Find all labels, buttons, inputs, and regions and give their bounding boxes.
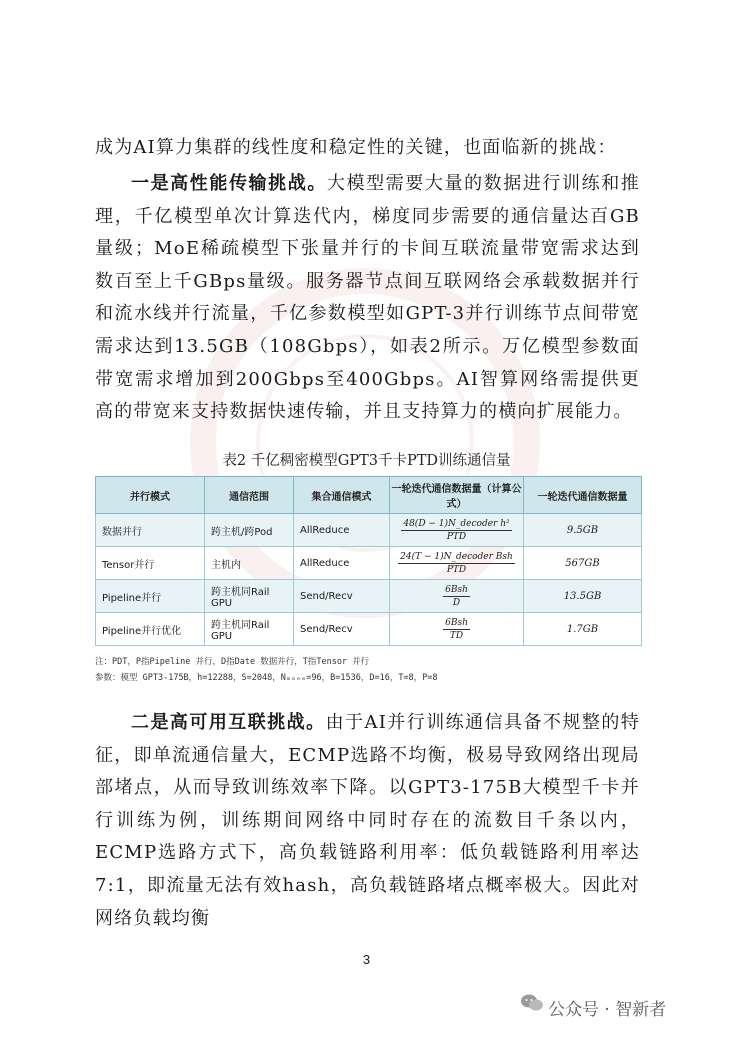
formula-numerator: 6Bsh	[445, 584, 468, 595]
cell-mode: Pipeline并行	[96, 580, 205, 613]
cell-formula	[390, 613, 524, 646]
cell-value: 1.7GB	[524, 613, 642, 646]
page-number: 3	[362, 952, 371, 967]
formula-denominator: D	[452, 597, 461, 608]
table-row	[96, 580, 642, 613]
text-line-0: 成为AI算力集群的线性度和稳定性的关键，也面临新的挑战：	[95, 137, 617, 158]
cell-op: AllReduce	[294, 514, 390, 547]
formula-numerator: 6Bsh	[445, 617, 468, 628]
cell-formula	[390, 547, 524, 580]
cell-value: 567GB	[524, 547, 642, 580]
paragraph-high-performance	[95, 168, 640, 429]
table-header: 通信范围	[205, 477, 294, 514]
table-header: 一轮迭代通信数据量	[524, 477, 642, 514]
cell-op: Send/Recv	[294, 580, 390, 613]
formula-denominator: TD	[449, 630, 464, 641]
cell-scope: 主机内	[205, 547, 294, 580]
cell-mode: 数据并行	[96, 514, 205, 547]
traffic-table	[95, 476, 642, 646]
table-caption: 表2 千亿稠密模型GPT3千卡PTD训练通信量	[222, 453, 511, 469]
table-note: 注：PDT，P指Pipeline 并行，D指Date 数据并行，T指Tensor 并行	[95, 657, 370, 667]
table-row	[96, 547, 642, 580]
formula-denominator: PTD	[446, 564, 467, 575]
table-header: 并行模式	[96, 477, 205, 514]
table-header: 一轮迭代通信数据量（计算公式）	[390, 477, 524, 514]
cell-value: 9.5GB	[524, 514, 642, 547]
table-params: 参数：模型 GPT3-175B，h=12288，S=2048，Nₘₒₑₑ=96，B=1536，D=16，T=8，P=8	[95, 673, 438, 683]
formula-numerator: 24(T − 1)N_decoder Bsh	[400, 551, 513, 562]
brand-label: 公众号 · 智新者	[548, 1000, 667, 1020]
table-row	[96, 613, 642, 646]
paragraph-heading: 二是高可用互联挑战。	[131, 712, 326, 733]
table-header: 集合通信模式	[294, 477, 390, 514]
cell-scope: 跨主机/跨Pod	[205, 514, 294, 547]
formula-numerator: 48(D − 1)N_decoder h²	[403, 518, 510, 529]
paragraph-text: 大模型需要大量的数据进行训练和推理，千亿模型单次计算迭代内，梯度同步需要的通信量达百GB量级；MoE稀疏模型下张量并行的卡间互联流量带宽需求达到数百至上千GBps量级。服务器节点间互联网络会承载数据并行和流水线并行流量，千亿参数模型如GPT-3并行训练节点间带宽需求达到13.5GB（108Gbps），如表2所示。万亿模型参数面带宽需求增加到200Gbps至400Gbps。AI智算网络需提供更高的带宽来支持数据快速传输，并且支持算力的横向扩展能力。	[95, 173, 640, 423]
cell-op: AllReduce	[294, 547, 390, 580]
cell-formula	[390, 514, 524, 547]
cell-scope: 跨主机同Rail GPU	[205, 580, 294, 613]
cell-value: 13.5GB	[524, 580, 642, 613]
cell-formula	[390, 580, 524, 613]
table-header-row	[96, 477, 642, 514]
formula-denominator: PTD	[446, 531, 467, 542]
cell-scope: 跨主机同Rail GPU	[205, 613, 294, 646]
cell-mode: Tensor并行	[96, 547, 205, 580]
paragraph-text: 由于AI并行训练通信具备不规整的特征，即单流通信量大，ECMP选路不均衡，极易导致网络出现局部堵点，从而导致训练效率下降。以GPT3-175B大模型千卡并行训练为例，训练期间网络中同时存在的流数目千条以内，ECMP选路方式下，高负载链路利用率：低负载链路利用率达7:1，即流量无法有效hash，高负载链路堵点概率极大。因此对网络负载均衡	[95, 712, 640, 929]
wechat-icon	[520, 992, 544, 1014]
cell-op: Send/Recv	[294, 613, 390, 646]
cell-mode: Pipeline并行优化	[96, 613, 205, 646]
table-row	[96, 514, 642, 547]
paragraph-heading: 一是高性能传输挑战。	[131, 173, 327, 194]
paragraph-high-availability	[95, 707, 640, 935]
